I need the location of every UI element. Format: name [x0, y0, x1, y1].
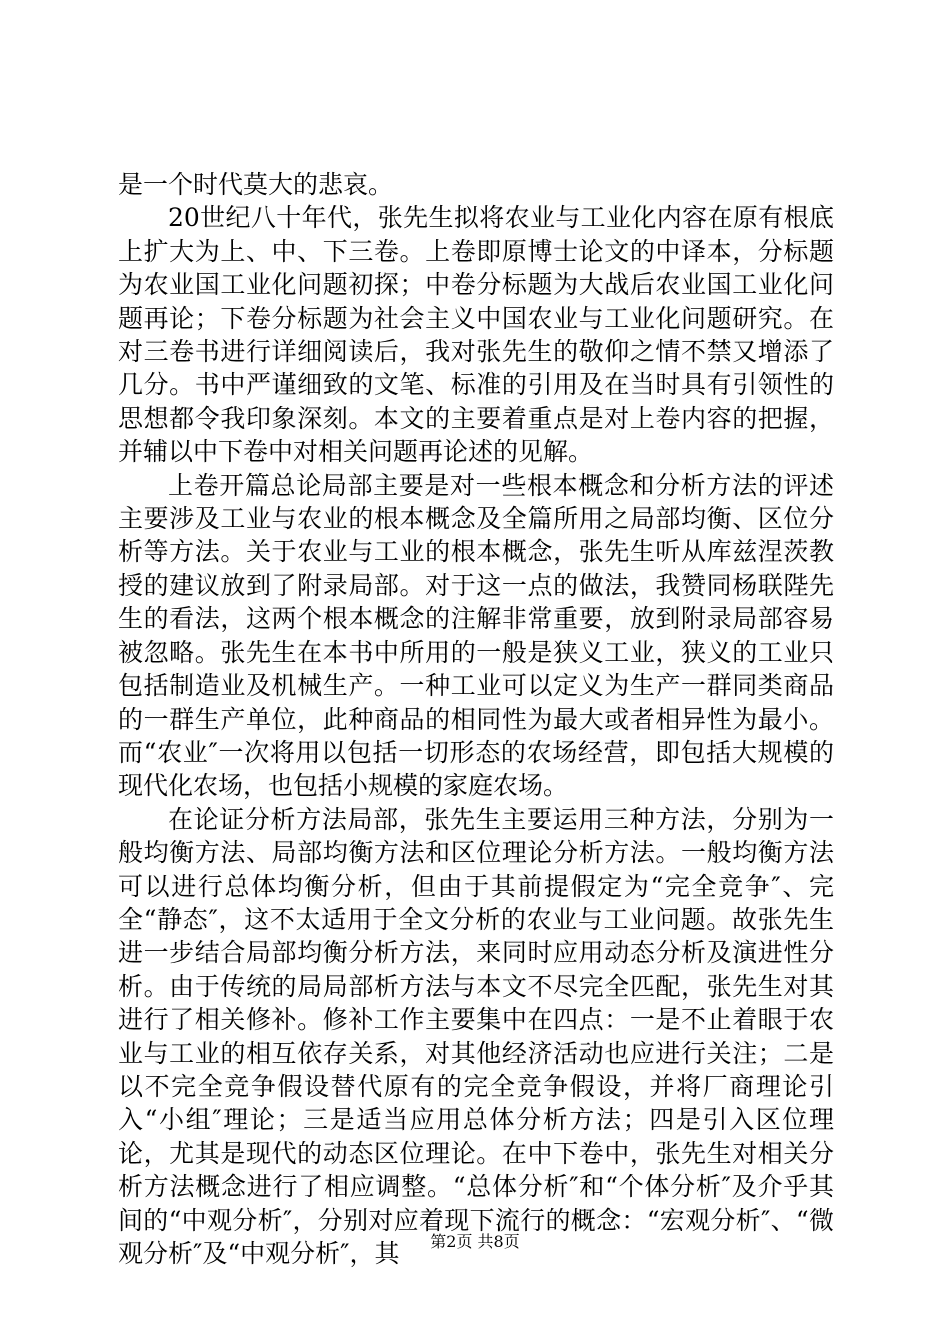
- page-number: 第2页 共8页: [430, 1232, 520, 1251]
- document-body: [118, 168, 834, 1270]
- paragraph-continuation: 是一个时代莫大的悲哀。: [118, 170, 394, 199]
- page-footer: [0, 1232, 950, 1252]
- paragraph-basic-concepts: 上卷开篇总论局部主要是对一些根本概念和分析方法的评述主要涉及工业与农业的根本概念及全篇所用之局部均衡、区位分析等方法。关于农业与工业的根本概念，张先生听从库兹涅茨教授的建议放到了附录局部。对于这一点的做法，我赞同杨联陛先生的看法，这两个根本概念的注解非常重要，放到附录局部容易被忽略。张先生在本书中所用的一般是狭义工业，狭义的工业只包括制造业及机械生产。一种工业可以定义为生产一群同类商品的一群生产单位，此种商品的相同性为最大或者相异性为最小。而“农业″一次将用以包括一切形态的农场经营，即包括大规模的现代化农场，也包括小规模的家庭农场。: [118, 470, 834, 801]
- paragraph-three-volumes: 20世纪八十年代，张先生拟将农业与工业化内容在原有根底上扩大为上、中、下三卷。上卷即原博士论文的中译本，分标题为农业国工业化问题初探；中卷分标题为大战后农业国工业化问题再论；下卷分标题为社会主义中国农业与工业化问题研究。在对三卷书进行详细阅读后，我对张先生的敬仰之情不禁又增添了几分。书中严谨细致的文笔、标准的引用及在当时具有引领性的思想都令我印象深刻。本文的主要着重点是对上卷内容的把握，并辅以中下卷中对相关问题再论述的见解。: [118, 203, 834, 467]
- paragraph-analysis-methods: 在论证分析方法局部，张先生主要运用三种方法，分别为一般均衡方法、局部均衡方法和区位理论分析方法。一般均衡方法可以进行总体均衡分析，但由于其前提假定为“完全竞争″、完全“静态″，这不太适用于全文分析的农业与工业问题。故张先生进一步结合局部均衡分析方法，来同时应用动态分析及演进性分析。由于传统的局局部析方法与本文不尽完全匹配，张先生对其进行了相关修补。修补工作主要集中在四点：一是不止着眼于农业与工业的相互依存关系，对其他经济活动也应进行关注；二是以不完全竞争假设替代原有的完全竞争假设，并将厂商理论引入“小组″理论；三是适当应用总体分析方法；四是引入区位理论，尤其是现代的动态区位理论。在中下卷中，张先生对相关分析方法概念进行了相应调整。“总体分析″和“个体分析″及介乎其间的“中观分析″，分别对应着现下流行的概念：“宏观分析″、“微观分析″及“中观分析″，其: [118, 804, 834, 1268]
